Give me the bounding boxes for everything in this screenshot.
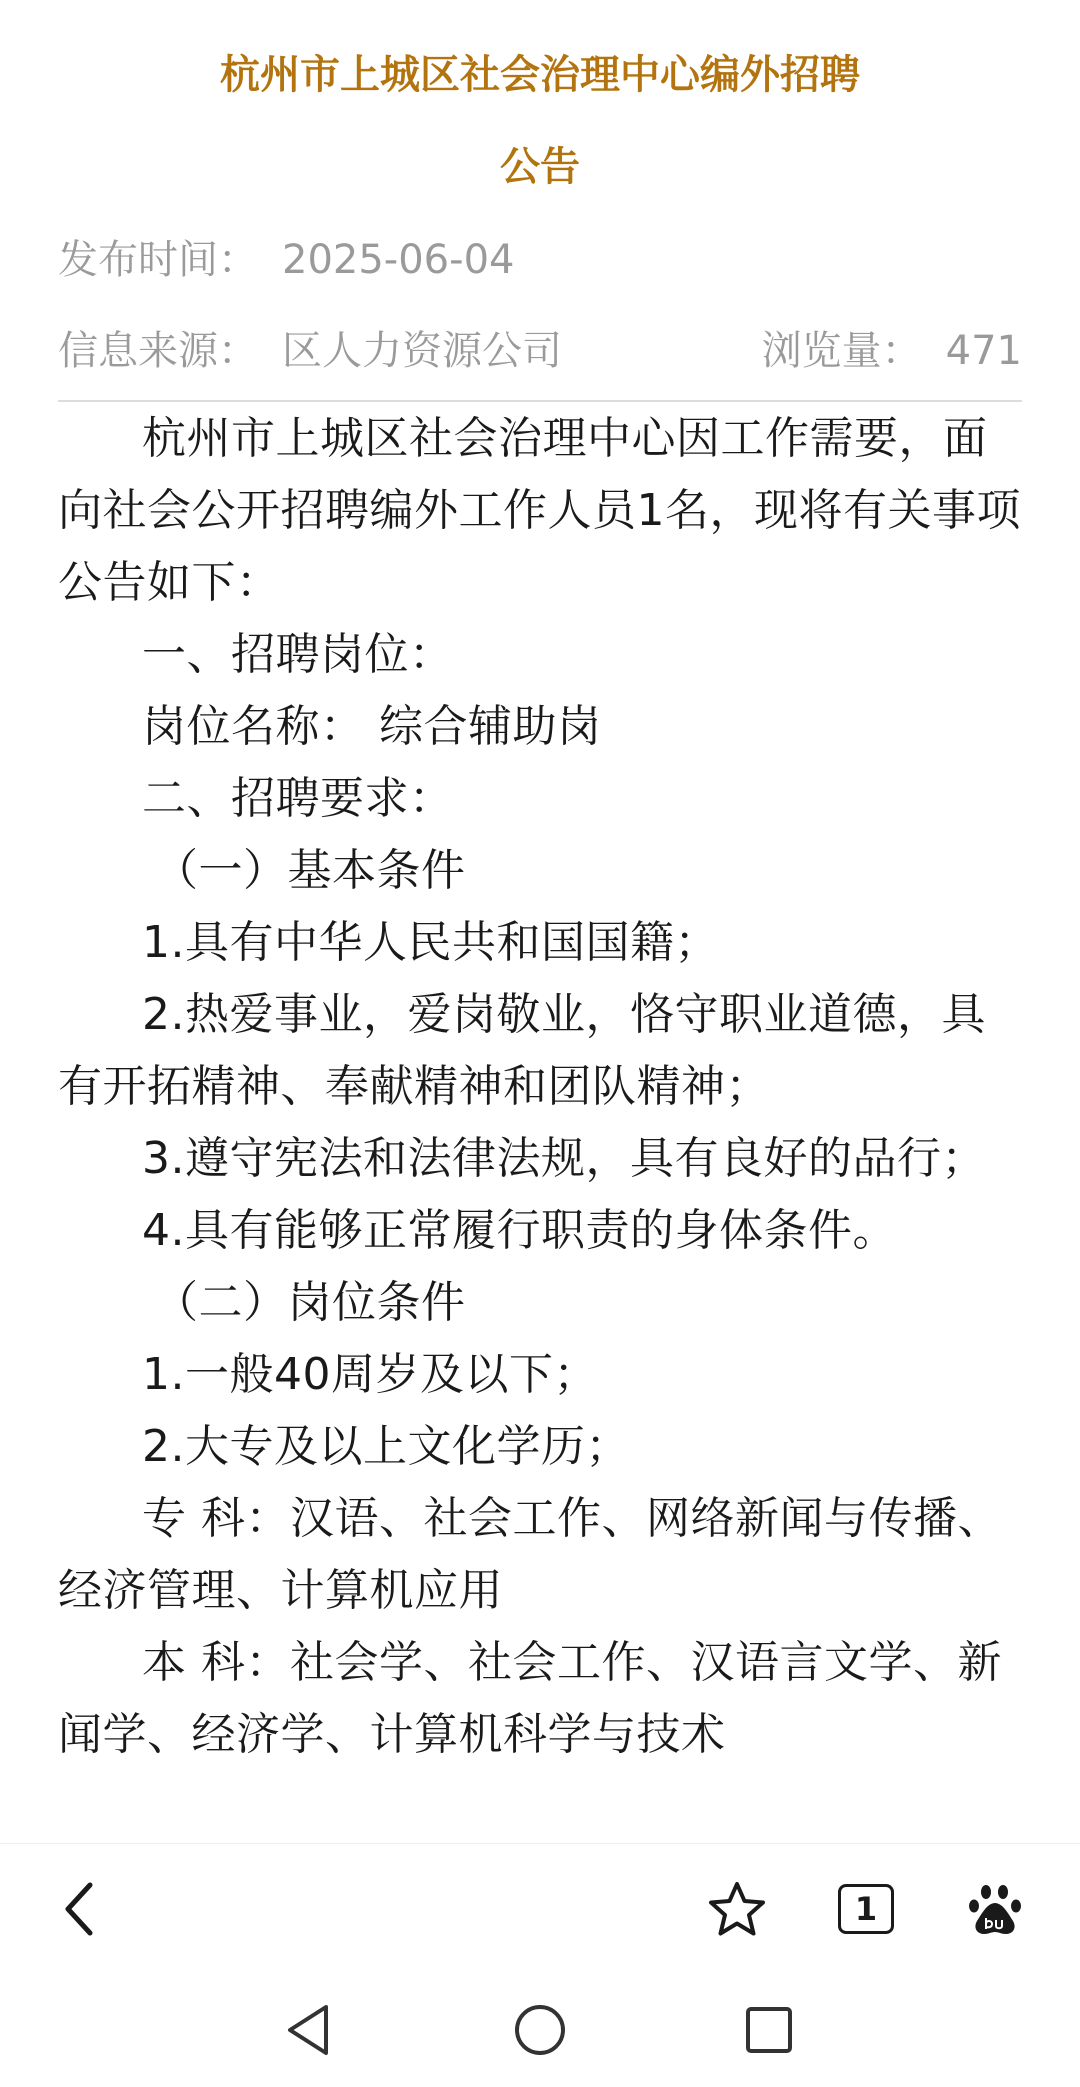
tabs-count: 1 [854, 1890, 878, 1928]
back-button[interactable] [40, 1844, 120, 1974]
article-paragraph: 本 科：社会学、社会工作、汉语言文学、新闻学、经济学、计算机科学与技术 [58, 1637, 1002, 1760]
browser-toolbar [0, 1843, 1080, 1974]
header-divider [58, 400, 1022, 402]
article-body [58, 403, 1022, 1843]
article-title-line-2: 公告 [500, 144, 580, 190]
view-count-row [762, 323, 1022, 379]
system-navigation-bar [0, 1973, 1080, 2087]
article-paragraph: 杭州市上城区社会治理中心因工作需要，面向社会公开招聘编外工作人员1名，现将有关事项公告如下： [58, 413, 1021, 608]
triangle-back-icon [284, 2003, 334, 2057]
star-icon [707, 1880, 767, 1938]
article-paragraph: （一）基本条件 [154, 845, 466, 896]
publish-date-value: 2025-06-04 [282, 237, 515, 283]
tabs-icon [838, 1884, 894, 1934]
info-source-value: 区人力资源公司 [282, 328, 562, 374]
info-source-row [58, 323, 562, 379]
article-title-line-1: 杭州市上城区社会治理中心编外招聘 [220, 52, 860, 98]
baidu-paw-icon [967, 1881, 1023, 1937]
chevron-left-icon [60, 1879, 100, 1939]
circle-home-icon [513, 2003, 567, 2057]
info-source-label: 信息来源： [58, 328, 258, 374]
article-paragraph: 2.大专及以上文化学历； [142, 1421, 630, 1472]
article-paragraph: 一、招聘岗位： [142, 629, 454, 680]
article-paragraph: 3.遵守宪法和法律法规，具有良好的品行； [142, 1133, 986, 1184]
favorite-button[interactable] [697, 1844, 777, 1974]
system-home-button[interactable] [490, 1973, 590, 2087]
article-paragraph: 岗位名称： 综合辅助岗 [142, 701, 602, 752]
article-paragraph: 1.具有中华人民共和国国籍； [142, 917, 719, 968]
article-paragraph: 1.一般40周岁及以下； [142, 1349, 598, 1400]
publish-date-row [58, 232, 514, 288]
square-recents-icon [744, 2005, 794, 2055]
baidu-button[interactable] [955, 1844, 1035, 1974]
system-back-button[interactable] [259, 1973, 359, 2087]
article-paragraph: （二）岗位条件 [154, 1277, 466, 1328]
publish-date-label: 发布时间： [58, 237, 258, 283]
tabs-button[interactable] [826, 1844, 906, 1974]
article-paragraph: 专 科：汉语、社会工作、网络新闻与传播、经济管理、计算机应用 [58, 1493, 1002, 1616]
article-paragraph: 二、招聘要求： [142, 773, 454, 824]
view-count-label: 浏览量： [761, 328, 922, 374]
view-count-value: 471 [945, 328, 1022, 374]
article-paragraph: 4.具有能够正常履行职责的身体条件。 [142, 1205, 897, 1256]
system-recents-button[interactable] [719, 1973, 819, 2087]
article-paragraph: 2.热爱事业，爱岗敬业，恪守职业道德，具有开拓精神、奉献精神和团队精神； [58, 989, 986, 1112]
